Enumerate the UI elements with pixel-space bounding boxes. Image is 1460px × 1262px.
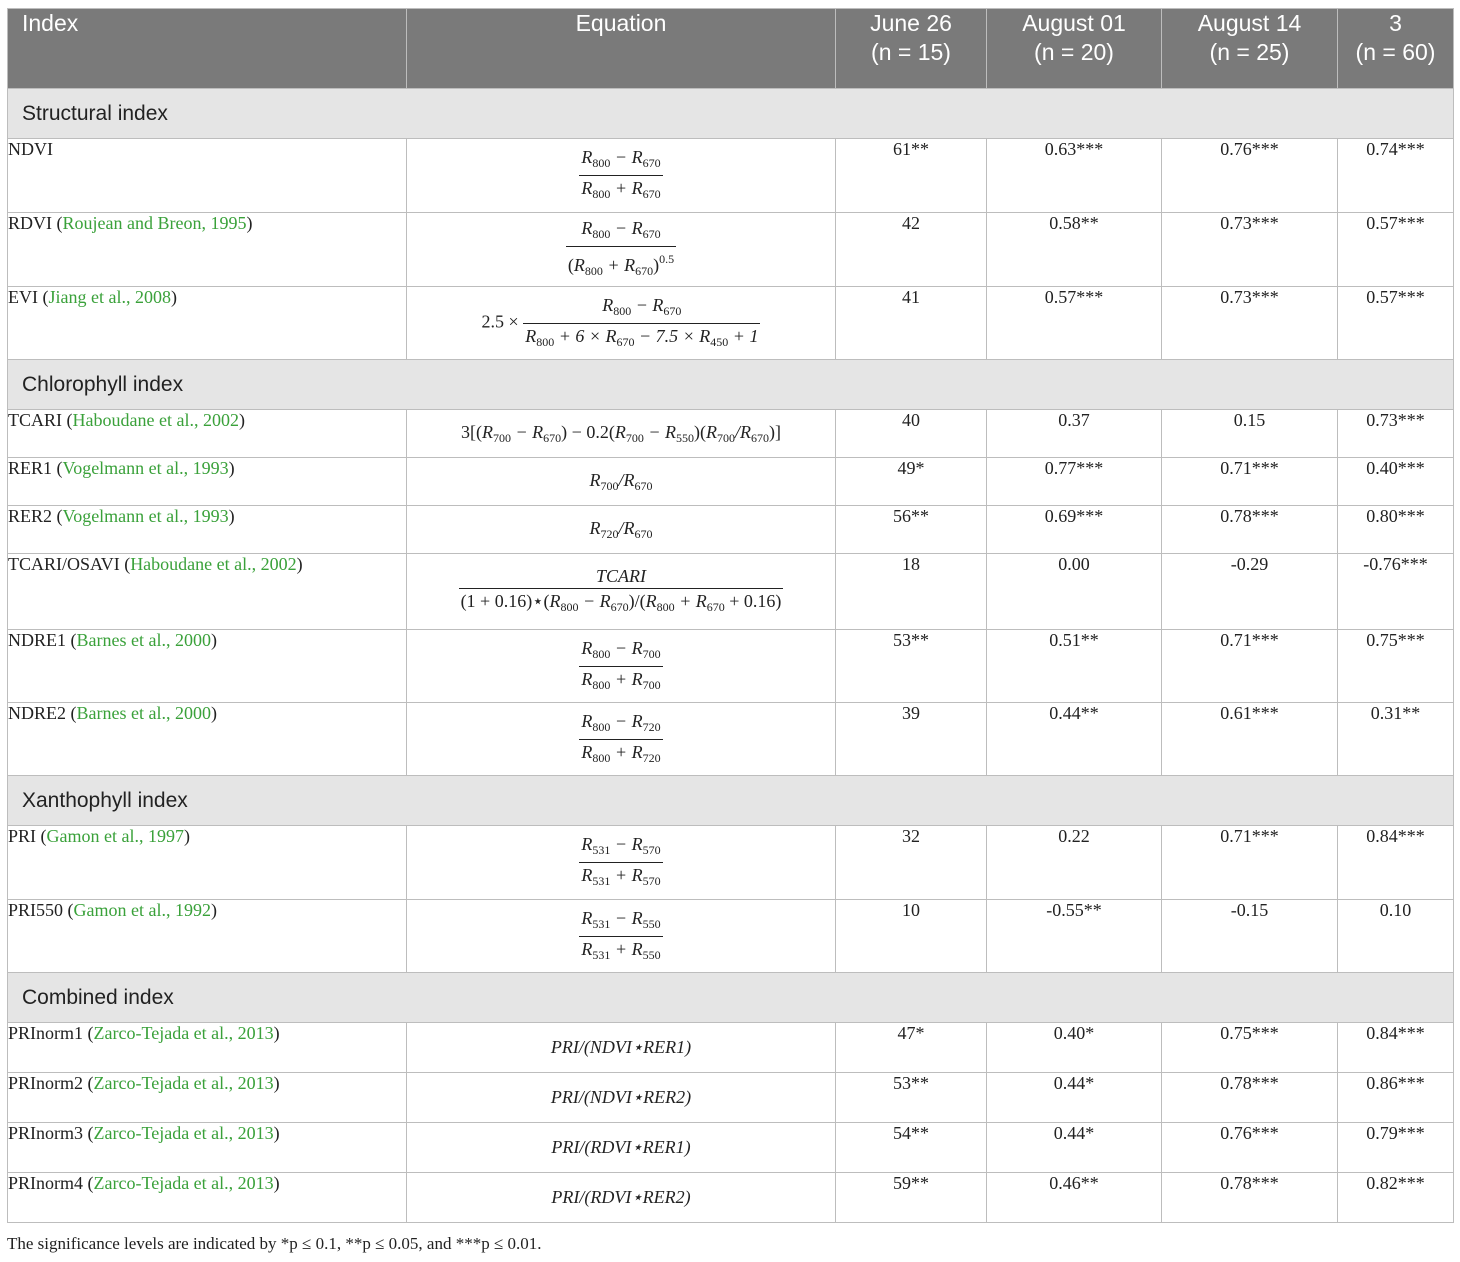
index-name: PRI (Gamon et al., 1997) [8, 826, 407, 900]
table-row [8, 703, 1454, 776]
reference-link[interactable]: Barnes et al., 2000 [76, 630, 211, 650]
table-row [8, 287, 1454, 360]
value-june26: 40 [836, 410, 987, 458]
value-combined: 0.84*** [1338, 826, 1454, 900]
value-august01: 0.37 [987, 410, 1162, 458]
equation: $\frac{R_{531} - R_{570}}{R_{531} + R_{570}}$ [407, 826, 836, 900]
equation: 2.5 × $\frac{R_{800} - R_{670}}{R_{800} + 6 \times R_{670} - 7.5 \times R_{450} + 1}$ [407, 287, 836, 360]
reference-link[interactable]: Jiang et al., 2008 [48, 287, 171, 307]
index-name: NDRE2 (Barnes et al., 2000) [8, 703, 407, 776]
value-combined: 0.73*** [1338, 410, 1454, 458]
index-name: EVI (Jiang et al., 2008) [8, 287, 407, 360]
value-august01: 0.40* [987, 1023, 1162, 1073]
equation: PRI/(RDVI⋆RER1) [407, 1123, 836, 1173]
value-august01: 0.46** [987, 1173, 1162, 1223]
reference-link[interactable]: Haboudane et al., 2002 [130, 554, 297, 574]
value-august14: 0.78*** [1162, 506, 1338, 554]
table-row [8, 826, 1454, 900]
value-june26: 47* [836, 1023, 987, 1073]
value-august01: 0.69*** [987, 506, 1162, 554]
header-august01: August 01 (n = 20) [987, 9, 1162, 89]
table-header-row [8, 9, 1454, 89]
value-august01: -0.55** [987, 900, 1162, 973]
equation: $\frac{R_{800} - R_{700}}{R_{800} + R_{700}}$ [407, 630, 836, 703]
value-combined: 0.57*** [1338, 287, 1454, 360]
value-august01: 0.44* [987, 1073, 1162, 1123]
value-august14: 0.73*** [1162, 213, 1338, 287]
value-august14: 0.71*** [1162, 630, 1338, 703]
table-row [8, 1023, 1454, 1073]
value-august01: 0.77*** [987, 458, 1162, 506]
index-name: RDVI (Roujean and Breon, 1995) [8, 213, 407, 287]
value-august14: 0.71*** [1162, 458, 1338, 506]
table-row [8, 1073, 1454, 1123]
value-august01: 0.63*** [987, 139, 1162, 213]
index-name: NDVI [8, 139, 407, 213]
section-structural: Structural index [8, 89, 1454, 139]
value-june26: 39 [836, 703, 987, 776]
value-august14: -0.29 [1162, 554, 1338, 630]
section-xanthophyll: Xanthophyll index [8, 776, 1454, 826]
header-june26: June 26 (n = 15) [836, 9, 987, 89]
value-june26: 32 [836, 826, 987, 900]
header-combined: 3 (n = 60) [1338, 9, 1454, 89]
value-august14: 0.75*** [1162, 1023, 1338, 1073]
section-row [8, 360, 1454, 410]
value-june26: 53** [836, 1073, 987, 1123]
value-combined: 0.82*** [1338, 1173, 1454, 1223]
equation: $\frac{R_{800} - R_{720}}{R_{800} + R_{720}}$ [407, 703, 836, 776]
value-combined: 0.74*** [1338, 139, 1454, 213]
section-chlorophyll: Chlorophyll index [8, 360, 1454, 410]
value-june26: 41 [836, 287, 987, 360]
reference-link[interactable]: Gamon et al., 1992 [73, 900, 211, 920]
table-footnote: The significance levels are indicated by *p ≤ 0.1, **p ≤ 0.05, and ***p ≤ 0.01. [7, 1234, 542, 1253]
value-combined: 0.75*** [1338, 630, 1454, 703]
value-august01: 0.00 [987, 554, 1162, 630]
value-june26: 49* [836, 458, 987, 506]
value-august14: 0.76*** [1162, 1123, 1338, 1173]
value-august14: 0.78*** [1162, 1073, 1338, 1123]
index-name: PRInorm3 (Zarco-Tejada et al., 2013) [8, 1123, 407, 1173]
value-combined: 0.79*** [1338, 1123, 1454, 1173]
value-august14: 0.15 [1162, 410, 1338, 458]
index-name: TCARI (Haboudane et al., 2002) [8, 410, 407, 458]
value-combined: 0.57*** [1338, 213, 1454, 287]
table-row [8, 506, 1454, 554]
reference-link[interactable]: Zarco-Tejada et al., 2013 [93, 1023, 274, 1043]
value-combined: -0.76*** [1338, 554, 1454, 630]
value-august14: 0.71*** [1162, 826, 1338, 900]
value-june26: 10 [836, 900, 987, 973]
value-august01: 0.51** [987, 630, 1162, 703]
value-june26: 61** [836, 139, 987, 213]
table-row [8, 139, 1454, 213]
equation: $\frac{R_{531} - R_{550}}{R_{531} + R_{550}}$ [407, 900, 836, 973]
reference-link[interactable]: Vogelmann et al., 1993 [62, 506, 229, 526]
section-row [8, 89, 1454, 139]
value-august01: 0.58** [987, 213, 1162, 287]
reference-link[interactable]: Vogelmann et al., 1993 [62, 458, 229, 478]
equation: $R_{700}/R_{670}$ [407, 458, 836, 506]
value-august01: 0.22 [987, 826, 1162, 900]
equation: $\frac{R_{800} - R_{670}}{R_{800} + R_{670}}$ [407, 139, 836, 213]
table-row [8, 410, 1454, 458]
equation: PRI/(NDVI⋆RER2) [407, 1073, 836, 1123]
equation: PRI/(NDVI⋆RER1) [407, 1023, 836, 1073]
equation: $R_{720}/R_{670}$ [407, 506, 836, 554]
value-combined: 0.10 [1338, 900, 1454, 973]
reference-link[interactable]: Haboudane et al., 2002 [72, 410, 239, 430]
equation: $3[(R_{700} - R_{670}) - 0.2(R_{700} - R_{550})(R_{700}/R_{670})]$ [407, 410, 836, 458]
value-august01: 0.44* [987, 1123, 1162, 1173]
header-index: Index [8, 9, 407, 89]
table-row [8, 554, 1454, 630]
equation: $\frac{R_{800} - R_{670}}{(R_{800} + R_{670})^{0.5}}$ [407, 213, 836, 287]
value-august14: 0.78*** [1162, 1173, 1338, 1223]
table-row [8, 213, 1454, 287]
table-row [8, 1173, 1454, 1223]
section-row [8, 973, 1454, 1023]
value-combined: 0.31** [1338, 703, 1454, 776]
value-august14: 0.76*** [1162, 139, 1338, 213]
equation: TCARI $(1 + 0.16)⋆(R_{800} - R_{670})/(R_{800} + R_{670} + 0.16)$ [407, 554, 836, 630]
table-row [8, 900, 1454, 973]
value-june26: 18 [836, 554, 987, 630]
value-august14: 0.61*** [1162, 703, 1338, 776]
header-august14: August 14 (n = 25) [1162, 9, 1338, 89]
index-name: RER2 (Vogelmann et al., 1993) [8, 506, 407, 554]
value-combined: 0.40*** [1338, 458, 1454, 506]
value-august14: -0.15 [1162, 900, 1338, 973]
reference-link[interactable]: Barnes et al., 2000 [76, 703, 211, 723]
index-name: RER1 (Vogelmann et al., 1993) [8, 458, 407, 506]
index-name: PRInorm2 (Zarco-Tejada et al., 2013) [8, 1073, 407, 1123]
value-august01: 0.57*** [987, 287, 1162, 360]
value-combined: 0.84*** [1338, 1023, 1454, 1073]
value-june26: 56** [836, 506, 987, 554]
value-combined: 0.80*** [1338, 506, 1454, 554]
value-august01: 0.44** [987, 703, 1162, 776]
results-table [7, 8, 1454, 1223]
value-combined: 0.86*** [1338, 1073, 1454, 1123]
index-name: PRI550 (Gamon et al., 1992) [8, 900, 407, 973]
table-row [8, 630, 1454, 703]
value-june26: 59** [836, 1173, 987, 1223]
header-equation: Equation [407, 9, 836, 89]
equation: PRI/(RDVI⋆RER2) [407, 1173, 836, 1223]
value-june26: 42 [836, 213, 987, 287]
section-row [8, 776, 1454, 826]
reference-link[interactable]: Gamon et al., 1997 [46, 826, 184, 846]
index-name: NDRE1 (Barnes et al., 2000) [8, 630, 407, 703]
value-june26: 54** [836, 1123, 987, 1173]
reference-link[interactable]: Roujean and Breon, 1995 [62, 213, 247, 233]
reference-link[interactable]: Zarco-Tejada et al., 2013 [93, 1073, 274, 1093]
value-august14: 0.73*** [1162, 287, 1338, 360]
index-name: PRInorm4 (Zarco-Tejada et al., 2013) [8, 1173, 407, 1223]
reference-link[interactable]: Zarco-Tejada et al., 2013 [93, 1173, 274, 1193]
table-row [8, 458, 1454, 506]
index-name: TCARI/OSAVI (Haboudane et al., 2002) [8, 554, 407, 630]
reference-link[interactable]: Zarco-Tejada et al., 2013 [93, 1123, 274, 1143]
value-june26: 53** [836, 630, 987, 703]
index-name: PRInorm1 (Zarco-Tejada et al., 2013) [8, 1023, 407, 1073]
section-combined: Combined index [8, 973, 1454, 1023]
table-row [8, 1123, 1454, 1173]
